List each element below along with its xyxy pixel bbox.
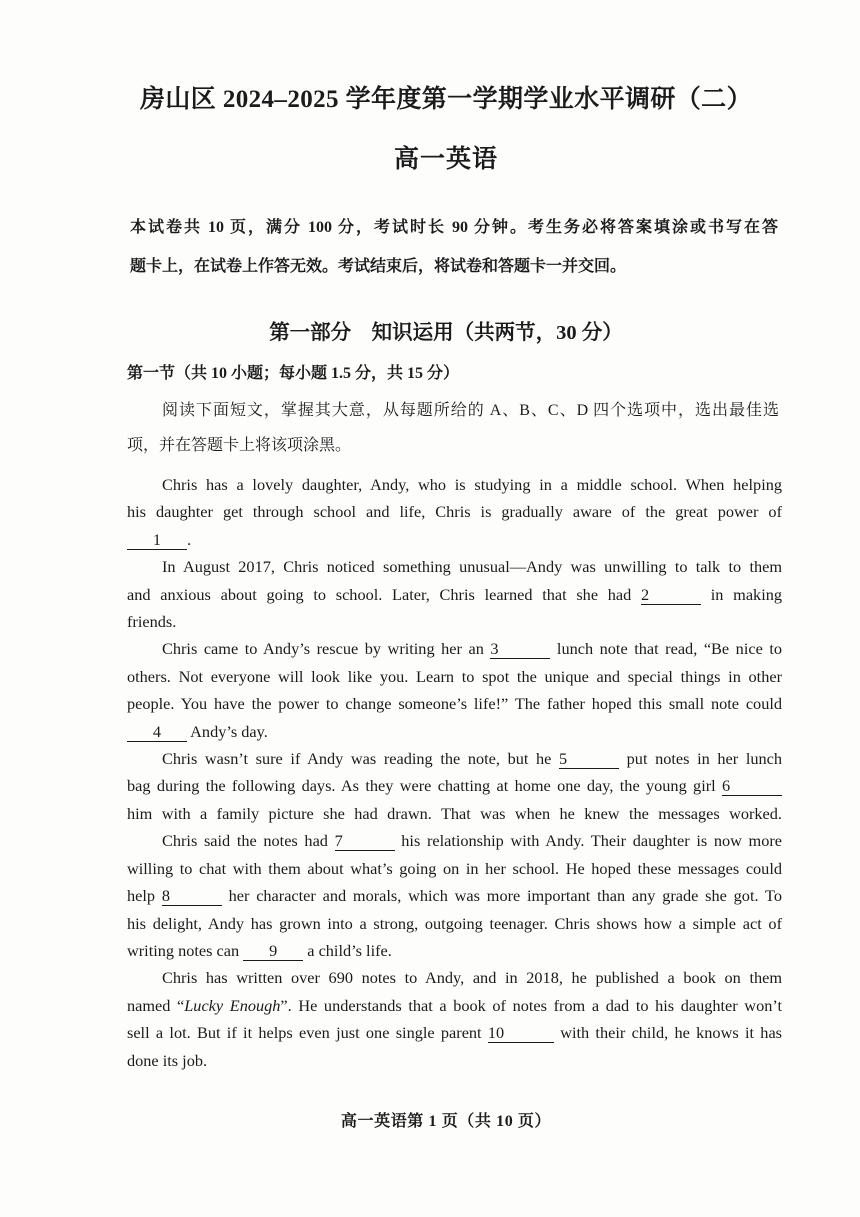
passage-line-content	[127, 941, 392, 960]
passage-text: people. You have the power to change someone’s life!” The father hoped this small note could	[127, 694, 782, 714]
passage-line	[127, 635, 782, 662]
passage-line-content	[127, 1051, 207, 1070]
directions-line: 项，并在答题卡上将该项涂黑。	[127, 437, 352, 454]
passage-line-content	[127, 722, 268, 741]
passage-text: put notes in her lunch	[619, 749, 782, 769]
passage-line	[127, 471, 782, 498]
passage-line-content	[162, 557, 782, 576]
passage-line	[127, 553, 782, 580]
passage-line	[127, 526, 782, 553]
passage-text: writing notes can	[127, 940, 244, 960]
passage-line-content	[127, 612, 176, 631]
passage-text: Chris has a lovely daughter, Andy, who is studying in a middle school. When helping	[162, 475, 782, 494]
directions-line: 阅读下面短文，掌握其大意，从每题所给的 A、B、C、D 四个选项中，选出最佳选	[162, 402, 779, 419]
passage-text: a child’s life.	[303, 940, 392, 960]
passage-line	[127, 498, 782, 525]
answer-blank-1: 1	[127, 531, 187, 550]
passage-line	[127, 992, 782, 1019]
passage-text: willing to chat with them about what’s going on in her school. He hoped these messages could	[127, 858, 782, 878]
instructions-line: 本试卷共 10 页，满分 100 分，考试时长 90 分钟。考生务必将答案填涂或书写在答	[130, 219, 778, 236]
passage-line	[127, 663, 782, 690]
passage-text: his delight, Andy has grown into a strong, outgoing teenager. Chris shows how a simple act of	[127, 913, 782, 933]
passage-line-content	[127, 996, 782, 1015]
passage-line-content	[127, 804, 782, 823]
cloze-passage	[127, 471, 782, 1074]
answer-blank-4: 4	[127, 723, 187, 742]
passage-line	[127, 827, 782, 854]
answer-blank-3: 3	[490, 640, 550, 659]
section-heading: 第一节（共 10 小题；每小题 1.5 分，共 15 分）	[127, 365, 460, 382]
passage-line-content	[127, 585, 782, 604]
passage-line-content	[127, 694, 782, 713]
passage-text: his daughter get through school and life, Chris is gradually aware of the great power of	[127, 502, 782, 522]
passage-text: others. Not everyone will look like you. Learn to spot the unique and special things in other	[127, 666, 782, 686]
passage-line-content	[127, 1023, 782, 1042]
instructions-line: 题卡上，在试卷上作答无效。考试结束后，将试卷和答题卡一并交回。	[130, 258, 627, 275]
passage-text: In August 2017, Chris noticed something unusual—Andy was unwilling to talk to them	[162, 557, 782, 577]
passage-line	[127, 937, 782, 964]
passage-text: done its job.	[127, 1050, 208, 1070]
passage-line	[127, 581, 782, 608]
answer-blank-6: 6	[722, 777, 782, 796]
passage-line-content	[127, 776, 782, 795]
passage-line	[127, 772, 782, 799]
passage-paragraph	[127, 964, 782, 1074]
passage-text: Chris came to Andy’s rescue by writing her an	[162, 639, 491, 659]
passage-line-content	[162, 831, 782, 850]
passage-line	[127, 964, 782, 991]
page-footer: 高一英语第 1 页（共 10 页）	[340, 1113, 552, 1130]
book-title: Lucky Enough	[184, 995, 281, 1015]
passage-line-content	[162, 749, 782, 768]
passage-text: her character and morals, which was more important than any grade she got. To	[221, 886, 782, 906]
passage-line	[127, 910, 782, 937]
passage-text: Chris said the notes had	[162, 831, 335, 851]
passage-text: him with a family picture she had drawn. That was when he knew the messages worked.	[127, 803, 782, 823]
passage-paragraph	[127, 745, 782, 827]
answer-blank-10: 10	[488, 1024, 554, 1043]
subject-title: 高一英语	[393, 146, 498, 173]
passage-text: Chris has written over 690 notes to Andy, and in 2018, he published a book on them	[162, 968, 782, 988]
answer-blank-8: 8	[162, 887, 222, 906]
passage-paragraph	[127, 827, 782, 964]
passage-text: help	[127, 886, 162, 906]
passage-line-content	[127, 914, 782, 933]
passage-text: his relationship with Andy. Their daughter is now more	[394, 831, 783, 851]
passage-line-content	[162, 639, 782, 658]
passage-line-content	[162, 475, 782, 494]
passage-text: .	[187, 529, 192, 549]
passage-text: lunch note that read, “Be nice to	[550, 639, 783, 659]
passage-line	[127, 718, 782, 745]
passage-line	[127, 800, 782, 827]
exam-title: 房山区 2024–2025 学年度第一学期学业水平调研（二）	[139, 86, 752, 113]
passage-text: and anxious about going to school. Later, Chris learned that she had	[127, 584, 642, 604]
passage-text: bag during the following days. As they were chatting at home one day, the young girl	[127, 776, 722, 796]
passage-text: friends.	[127, 612, 177, 632]
passage-line	[127, 608, 782, 635]
passage-line-content	[127, 502, 782, 521]
passage-text: ”. He understands that a book of notes from a dad to his daughter won’t	[280, 995, 782, 1015]
passage-text: with their child, he knows it has	[553, 1023, 783, 1043]
passage-line	[127, 855, 782, 882]
passage-line	[127, 745, 782, 772]
passage-line	[127, 690, 782, 717]
passage-text: Andy’s day.	[187, 721, 268, 741]
passage-line-content	[127, 530, 191, 549]
answer-blank-9: 9	[243, 942, 303, 961]
section-directions	[127, 393, 779, 463]
answer-blank-2: 2	[641, 586, 701, 605]
passage-text: Chris wasn’t sure if Andy was reading the note, but he	[162, 749, 560, 769]
passage-text: named “	[127, 995, 185, 1015]
passage-line-content	[127, 859, 782, 878]
passage-line-content	[127, 886, 782, 905]
passage-text: in making	[701, 584, 782, 604]
passage-text: sell a lot. But if it helps even just one single parent	[127, 1023, 488, 1043]
passage-line	[127, 1019, 782, 1046]
passage-paragraph	[127, 553, 782, 635]
exam-instructions	[130, 208, 778, 286]
passage-line	[127, 1047, 782, 1074]
passage-line-content	[162, 968, 782, 987]
passage-line	[127, 882, 782, 909]
passage-line-content	[127, 667, 782, 686]
passage-paragraph	[127, 471, 782, 553]
answer-blank-5: 5	[559, 750, 619, 769]
answer-blank-7: 7	[335, 832, 395, 851]
passage-paragraph	[127, 635, 782, 745]
part-heading: 第一部分 知识运用（共两节，30 分）	[269, 322, 623, 344]
